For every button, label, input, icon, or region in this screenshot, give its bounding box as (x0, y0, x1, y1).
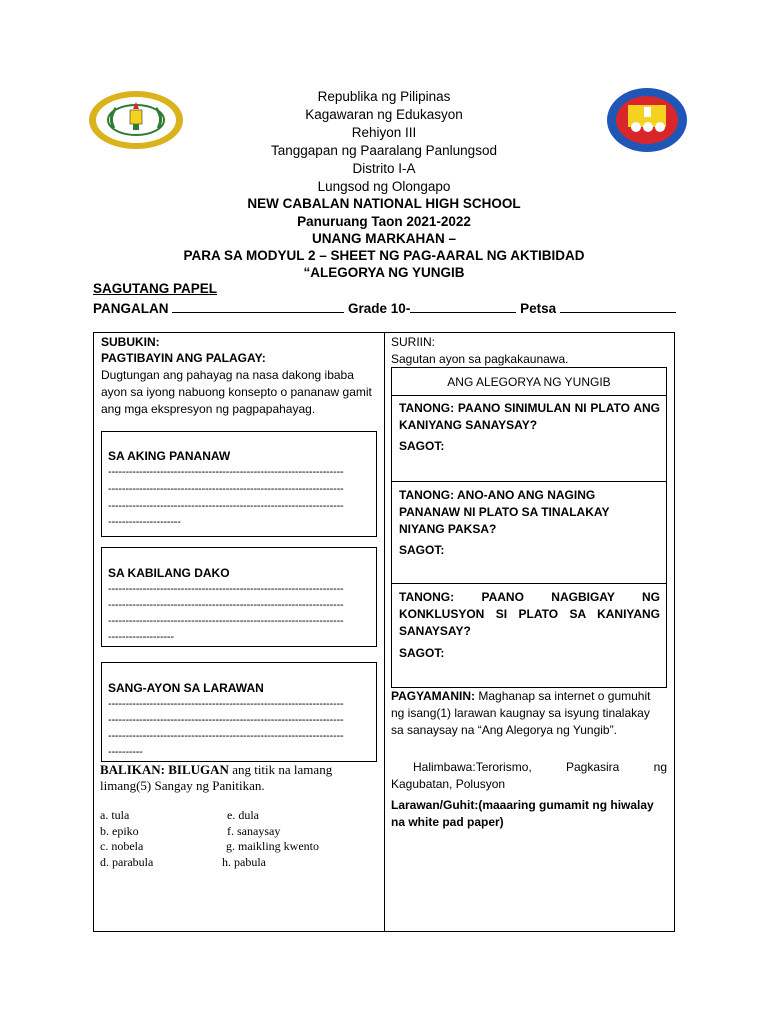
suriin-heading: SURIIN: (391, 335, 436, 349)
larawan-instruction: Larawan/Guhit:(maaaring gumamit ng hiwalay na white pad paper) (391, 798, 654, 829)
pagyamanin-body: Maghanap sa internet o gumuhit ng isang(1) larawan kaugnay sa isyung tinalakay sa sanaysay na “Ang Alegorya ng Yungib”. (391, 689, 651, 737)
answer-line-end: ------------------- (108, 631, 174, 643)
option-f[interactable]: f. sanaysay (227, 823, 281, 838)
header-line: Rehiyon III (351, 125, 417, 140)
subukin-heading: SUBUKIN: (101, 335, 160, 349)
table-rule (391, 395, 667, 396)
option-d[interactable]: d. parabula (100, 854, 154, 869)
header-line: Distrito I-A (352, 161, 416, 176)
table-rule (391, 583, 667, 584)
option-h[interactable]: h. pabula (222, 854, 266, 869)
answer-line: -------------------------------------------------------------------- (108, 714, 344, 726)
answer-line: -------------------------------------------------------------------- (108, 730, 344, 742)
answer-line: -------------------------------------------------------------------- (108, 466, 344, 478)
question-2: TANONG: ANO-ANO ANG NAGING PANANAW NI PLATO SA TINALAKAY NIYANG PAKSA? (399, 488, 610, 536)
name-field[interactable] (172, 299, 344, 313)
option-e[interactable]: e. dula (227, 808, 259, 822)
option-list-2 (222, 808, 319, 870)
balikan-text: ang titik na lamang limang(5) Sangay ng Panitikan. (100, 762, 333, 793)
balikan-label: BALIKAN: BILUGAN (100, 762, 229, 777)
answer-label: SAGOT: (399, 543, 445, 557)
name-field-row (93, 299, 683, 316)
header-line: Kagawaran ng Edukasyon (305, 107, 463, 122)
header-line: Lungsod ng Olongapo (317, 179, 451, 194)
option-list-1 (100, 808, 153, 870)
answer-line-end: ---------- (108, 746, 143, 758)
school-year: Panuruang Taon 2021-2022 (297, 214, 471, 229)
drawing-area[interactable] (386, 835, 674, 931)
header-line: Republika ng Pilipinas (317, 89, 451, 104)
answer-line: -------------------------------------------------------------------- (108, 615, 344, 627)
answer-line-end: --------------------- (108, 516, 181, 528)
pagtibayin-heading: PAGTIBAYIN ANG PALAGAY: (101, 351, 266, 365)
answer-box-title: SANG-AYON SA LARAWAN (108, 681, 264, 695)
answer-label: SAGOT: (399, 646, 445, 660)
grade-label: Grade 10- (348, 301, 411, 316)
suriin-table-title: ANG ALEGORYA NG YUNGIB (447, 375, 611, 389)
answer-line: -------------------------------------------------------------------- (108, 583, 344, 595)
answer-line: -------------------------------------------------------------------- (108, 500, 344, 512)
option-g[interactable]: g. maikling kwento (226, 839, 319, 853)
halimbawa: Halimbawa:Terorismo, Pagkasira ng Kagubatan, Polusyon (391, 760, 667, 791)
option-a[interactable]: a. tula (100, 808, 130, 822)
suriin-instruction: Sagutan ayon sa pagkakaunawa. (391, 352, 569, 366)
answer-line: -------------------------------------------------------------------- (108, 698, 344, 710)
school-name: NEW CABALAN NATIONAL HIGH SCHOOL (247, 196, 521, 211)
table-rule (391, 481, 667, 482)
date-label: Petsa (520, 301, 557, 316)
left-instructions: Dugtungan ang pahayag na nasa dakong ibaba ayon sa iyong nabuong konsepto o pananaw gamit ang mga ekspresyon ng pagpapahayag. (101, 368, 372, 416)
question-1: TANONG: PAANO SINIMULAN NI PLATO ANG KANIYANG SANAYSAY? (399, 401, 660, 432)
option-b[interactable]: b. epiko (100, 823, 139, 838)
option-c[interactable]: c. nobela (100, 839, 144, 853)
answer-label: SAGOT: (399, 439, 445, 453)
form-title: SAGUTANG PAPEL (93, 281, 218, 296)
answer-box-title: SA AKING PANANAW (108, 449, 231, 463)
answer-area-3[interactable] (392, 662, 666, 687)
answer-line: -------------------------------------------------------------------- (108, 599, 344, 611)
answer-box-title: SA KABILANG DAKO (108, 566, 230, 580)
header-line: Tanggapan ng Paaralang Panlungsod (271, 143, 497, 158)
balikan-instructions (100, 762, 370, 794)
pagyamanin-label: PAGYAMANIN: (391, 689, 476, 703)
module-title: PARA SA MODYUL 2 – SHEET NG PAG-AARAL NG AKTIBIDAD (183, 248, 585, 263)
grade-field[interactable] (410, 299, 516, 313)
date-field[interactable] (560, 299, 676, 313)
answer-area-1[interactable] (392, 455, 666, 480)
pagyamanin-text (391, 688, 656, 739)
answer-area-2[interactable] (392, 559, 666, 582)
lesson-title: “ALEGORYA NG YUNGIB (303, 265, 465, 280)
column-divider (384, 332, 385, 932)
answer-line: -------------------------------------------------------------------- (108, 483, 344, 495)
quarter: UNANG MARKAHAN – (312, 231, 456, 246)
name-label: PANGALAN (93, 301, 169, 316)
question-3: TANONG: PAANO NAGBIGAY NG KONKLUSYON SI PLATO SA KANIYANG SANAYSAY? (399, 590, 660, 638)
